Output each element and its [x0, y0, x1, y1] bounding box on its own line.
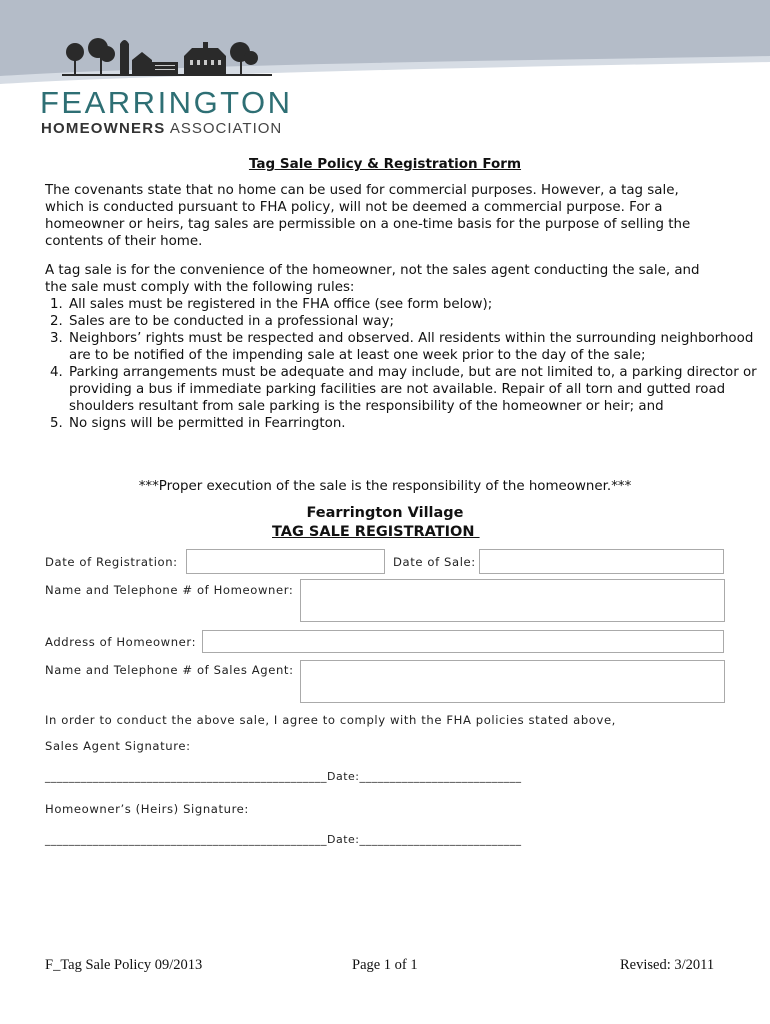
homeowner-name-phone-field[interactable] — [300, 579, 725, 622]
rule-item: 3. Neighbors’ rights must be respected and observed. All residents within the surrounding neighborhood are to be notified of the impending sale at least one week prior to the day of the sale; — [67, 330, 757, 364]
org-subtitle-bold: HOMEOWNERS — [41, 120, 166, 137]
org-name: FEARRINGTON — [40, 85, 293, 120]
intro-line: The covenants state that no home can be used for commercial purposes. However, a tag sale, — [45, 183, 679, 198]
rules-intro-line: the sale must comply with the following rules: — [45, 280, 355, 295]
document-title: Tag Sale Policy & Registration Form — [248, 156, 522, 172]
rules-list — [45, 296, 757, 432]
agreement-text: In order to conduct the above sale, I agree to comply with the FHA policies stated above, — [45, 713, 616, 727]
rule-item: 2. Sales are to be conducted in a professional way; — [67, 313, 757, 330]
footer-form-id: F_Tag Sale Policy 09/2013 — [45, 957, 203, 973]
footer-page-number: Page 1 of 1 — [352, 957, 418, 973]
execution-note: ***Proper execution of the sale is the responsibility of the homeowner.*** — [138, 479, 632, 494]
rules-intro — [45, 262, 735, 296]
date-of-registration-field[interactable] — [186, 549, 385, 574]
org-subtitle — [41, 120, 282, 137]
intro-paragraph — [45, 182, 735, 250]
sales-agent-signature-label: Sales Agent Signature: — [45, 739, 191, 753]
letterhead — [0, 0, 770, 145]
intro-line: which is conducted pursuant to FHA policy, will not be deemed a commercial purpose. For a — [45, 200, 663, 215]
sales-agent-signature-line[interactable]: _______________________________________________Date:___________________________ — [45, 770, 522, 783]
date-of-sale-field[interactable] — [479, 549, 724, 574]
rule-item: 4. Parking arrangements must be adequate and may include, but are not limited to, a parking director or providing a bus if immediate parking facilities are not available. Repair of all torn and gutted road shoulders resultant from sale parking is the responsibility of the homeowner or heir; and — [67, 364, 757, 415]
intro-line: contents of their home. — [45, 234, 203, 249]
rule-item: 1. All sales must be registered in the FHA office (see form below); — [67, 296, 757, 313]
rule-item: 5. No signs will be permitted in Fearrington. — [67, 415, 757, 432]
homeowner-name-phone-label: Name and Telephone # of Homeowner: — [45, 583, 294, 597]
org-subtitle-light: ASSOCIATION — [169, 120, 283, 137]
homeowner-signature-label: Homeowner’s (Heirs) Signature: — [45, 802, 249, 816]
date-of-sale-label: Date of Sale: — [393, 555, 476, 569]
sales-agent-name-phone-label: Name and Telephone # of Sales Agent: — [45, 663, 294, 677]
date-of-registration-label: Date of Registration: — [45, 555, 178, 569]
rules-intro-line: A tag sale is for the convenience of the homeowner, not the sales agent conducting the sale, and — [45, 263, 700, 278]
homeowner-address-label: Address of Homeowner: — [45, 635, 197, 649]
village-heading: Fearrington Village — [306, 505, 464, 521]
sales-agent-name-phone-field[interactable] — [300, 660, 725, 703]
footer-revised-date: Revised: 3/2011 — [620, 957, 715, 973]
intro-line: homeowner or heirs, tag sales are permissible on a one-time basis for the purpose of selling the — [45, 217, 691, 232]
homeowner-signature-line[interactable]: _______________________________________________Date:___________________________ — [45, 833, 522, 846]
registration-heading: TAG SALE REGISTRATION — [272, 524, 480, 540]
homeowner-address-field[interactable] — [202, 630, 724, 653]
